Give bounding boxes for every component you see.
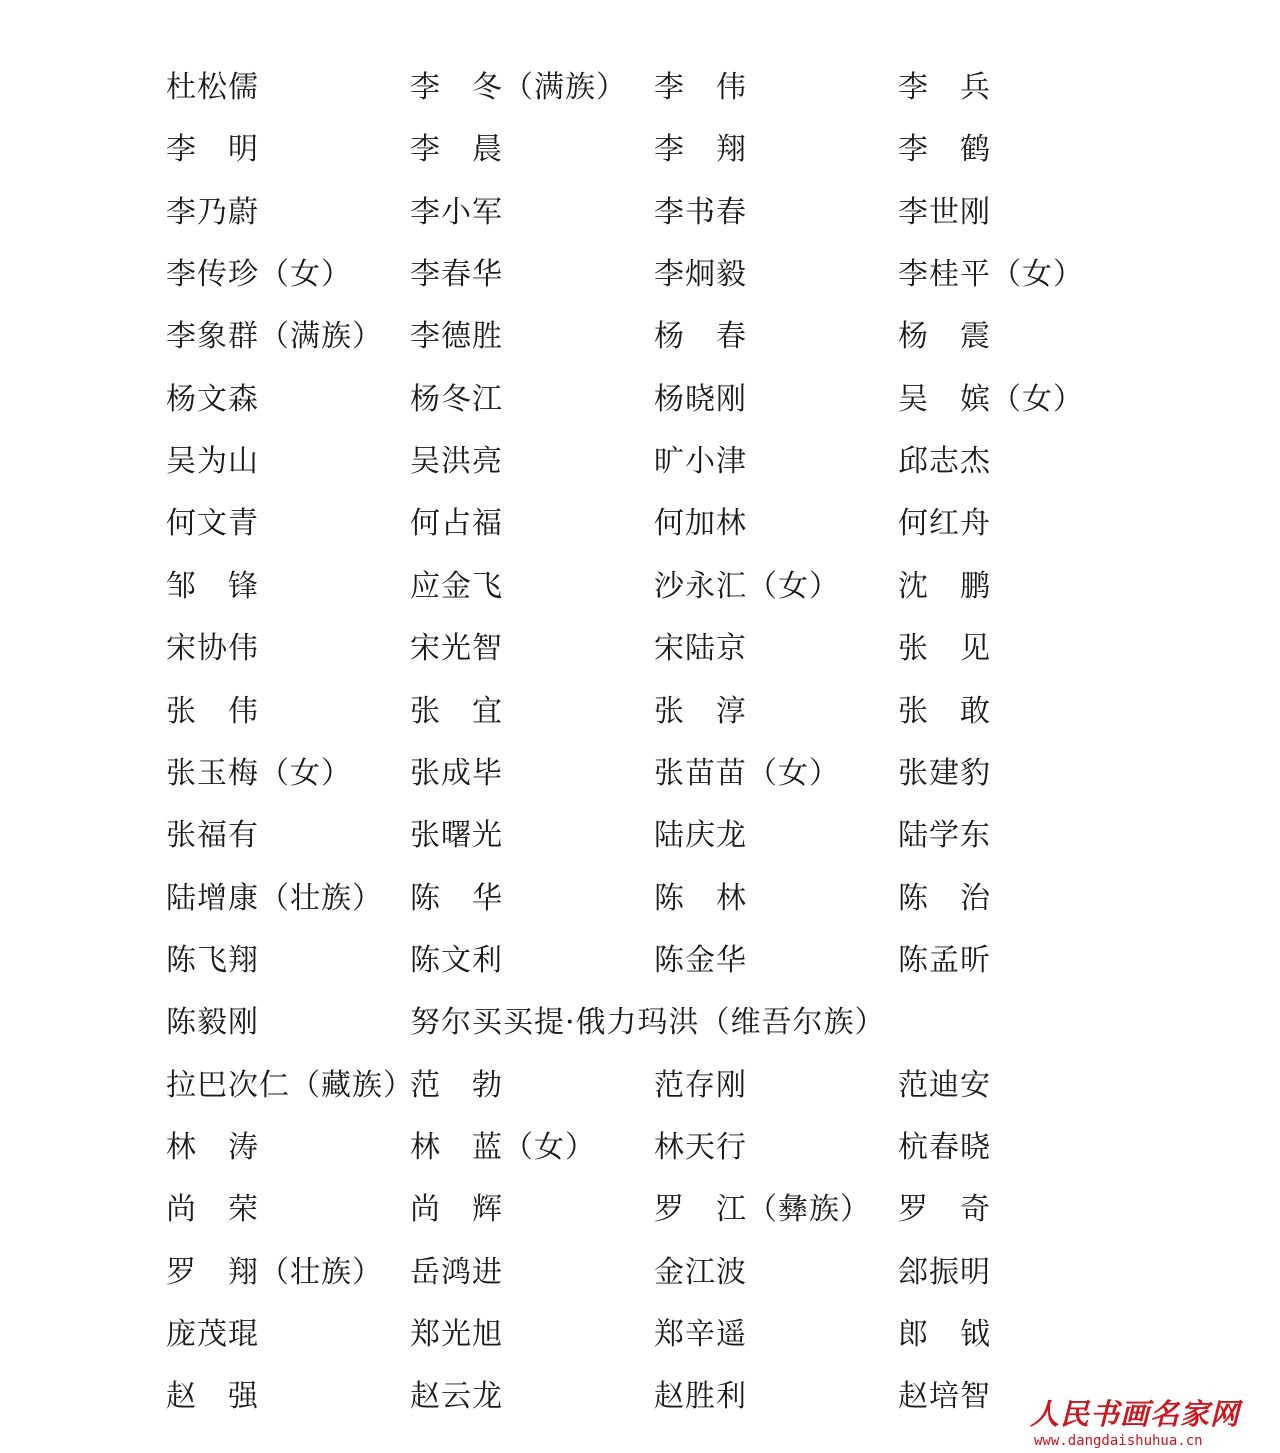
name-row [0, 749, 1280, 799]
name-entry: 吴 嫔（女） [898, 381, 1084, 417]
name-entry: 邹 锋 [166, 568, 259, 604]
name-entry: 李书春 [654, 194, 747, 230]
watermark-url: www.dangdaishuhua.cn [1034, 1433, 1203, 1449]
name-row [0, 1185, 1280, 1235]
name-entry: 杨 震 [898, 319, 991, 355]
name-entry: 李炯毅 [654, 257, 747, 293]
name-entry: 陈文利 [410, 942, 503, 978]
name-entry: 罗 奇 [898, 1192, 991, 1228]
name-entry: 陈 治 [898, 880, 991, 916]
name-entry: 何文青 [166, 506, 259, 542]
name-entry: 赵培智 [898, 1379, 991, 1415]
name-entry: 赵胜利 [654, 1379, 747, 1415]
name-row [0, 998, 1280, 1048]
name-entry: 李 冬（满族） [410, 70, 627, 105]
name-row [0, 936, 1280, 986]
name-row [0, 499, 1280, 549]
name-entry: 李象群（满族） [166, 319, 383, 355]
name-entry: 何占福 [410, 506, 503, 542]
name-entry: 吴洪亮 [410, 444, 503, 480]
name-row [0, 811, 1280, 861]
name-row [0, 624, 1280, 674]
name-entry: 张 淳 [654, 693, 747, 729]
name-entry: 罗 翔（壮族） [166, 1254, 383, 1290]
name-entry: 邱志杰 [898, 444, 991, 480]
name-entry: 岳鸿进 [410, 1254, 503, 1290]
name-entry: 宋光智 [410, 631, 503, 667]
name-entry: 杨文森 [166, 381, 259, 417]
name-entry: 李桂平（女） [898, 257, 1084, 293]
name-entry: 李 鹤 [898, 132, 991, 168]
name-entry: 何加林 [654, 506, 747, 542]
name-entry: 张 伟 [166, 693, 259, 729]
watermark-title: 人民书画名家网 [1030, 1397, 1241, 1431]
name-entry: 陈飞翔 [166, 942, 259, 978]
name-entry: 郐振明 [898, 1254, 991, 1290]
name-entry: 旷小津 [654, 444, 747, 480]
name-entry: 张苗苗（女） [654, 755, 840, 791]
name-row [0, 1123, 1280, 1173]
name-entry: 李春华 [410, 257, 503, 293]
name-entry: 陈毅刚 [166, 1005, 259, 1041]
name-entry: 林 蓝（女） [410, 1129, 596, 1165]
name-entry: 李世刚 [898, 194, 991, 230]
name-entry: 李 伟 [654, 70, 747, 105]
name-entry: 杨冬江 [410, 381, 503, 417]
name-entry: 陆学东 [898, 818, 991, 854]
name-entry: 林 涛 [166, 1129, 259, 1165]
name-entry: 张 见 [898, 631, 991, 667]
name-entry: 李 明 [166, 132, 259, 168]
name-entry: 张玉梅（女） [166, 755, 352, 791]
name-entry: 李德胜 [410, 319, 503, 355]
name-entry: 陈金华 [654, 942, 747, 978]
name-entry: 张 宜 [410, 693, 503, 729]
name-entry: 沙永汇（女） [654, 568, 840, 604]
name-entry: 范 勃 [410, 1067, 503, 1103]
site-watermark [1030, 1396, 1275, 1452]
name-entry: 范存刚 [654, 1067, 747, 1103]
name-entry: 应金飞 [410, 568, 503, 604]
name-entry: 杭春晓 [898, 1129, 991, 1165]
name-entry: 陆增康（壮族） [166, 880, 383, 916]
name-entry: 尚 辉 [410, 1192, 503, 1228]
name-entry: 何红舟 [898, 506, 991, 542]
name-row [0, 562, 1280, 612]
name-row [0, 312, 1280, 362]
name-entry: 郎 钺 [898, 1317, 991, 1352]
name-row [0, 1248, 1280, 1298]
name-entry: 李小军 [410, 194, 503, 230]
name-row [0, 375, 1280, 425]
name-row [0, 687, 1280, 737]
name-row [0, 874, 1280, 924]
name-entry: 李 兵 [898, 70, 991, 105]
name-entry: 张 敢 [898, 693, 991, 729]
name-entry: 罗 江（彝族） [654, 1192, 871, 1228]
name-entry: 尚 荣 [166, 1192, 259, 1228]
name-entry: 林天行 [654, 1129, 747, 1165]
name-entry: 陈 林 [654, 880, 747, 916]
name-entry: 郑光旭 [410, 1317, 503, 1352]
name-entry: 郑辛遥 [654, 1317, 747, 1352]
name-entry: 拉巴次仁（藏族） [166, 1067, 414, 1103]
name-entry: 陈孟昕 [898, 942, 991, 978]
name-entry: 吴为山 [166, 444, 259, 480]
name-entry: 李传珍（女） [166, 257, 352, 293]
name-row [0, 125, 1280, 175]
name-entry: 张成毕 [410, 755, 503, 791]
name-entry: 张曙光 [410, 818, 503, 854]
name-entry: 李乃蔚 [166, 194, 259, 230]
name-entry: 赵 强 [166, 1379, 259, 1415]
name-entry: 努尔买买提·俄力玛洪（维吾尔族） [410, 1005, 886, 1041]
name-entry: 杨 春 [654, 319, 747, 355]
name-entry: 李 晨 [410, 132, 503, 168]
name-entry: 金江波 [654, 1254, 747, 1290]
name-entry: 范迪安 [898, 1067, 991, 1103]
name-row [0, 250, 1280, 300]
name-entry: 杜松儒 [166, 70, 259, 105]
name-entry: 杨晓刚 [654, 381, 747, 417]
name-entry: 宋陆京 [654, 631, 747, 667]
name-row [0, 1310, 1280, 1360]
name-entry: 张福有 [166, 818, 259, 854]
name-entry: 张建豹 [898, 755, 991, 791]
name-row [0, 63, 1280, 113]
name-entry: 赵云龙 [410, 1379, 503, 1415]
name-row [0, 188, 1280, 238]
name-entry: 宋协伟 [166, 631, 259, 667]
name-row [0, 1061, 1280, 1111]
name-entry: 陈 华 [410, 880, 503, 916]
name-entry: 陆庆龙 [654, 818, 747, 854]
name-entry: 李 翔 [654, 132, 747, 168]
name-row [0, 437, 1280, 487]
name-entry: 庞茂琨 [166, 1317, 259, 1352]
name-entry: 沈 鹏 [898, 568, 991, 604]
